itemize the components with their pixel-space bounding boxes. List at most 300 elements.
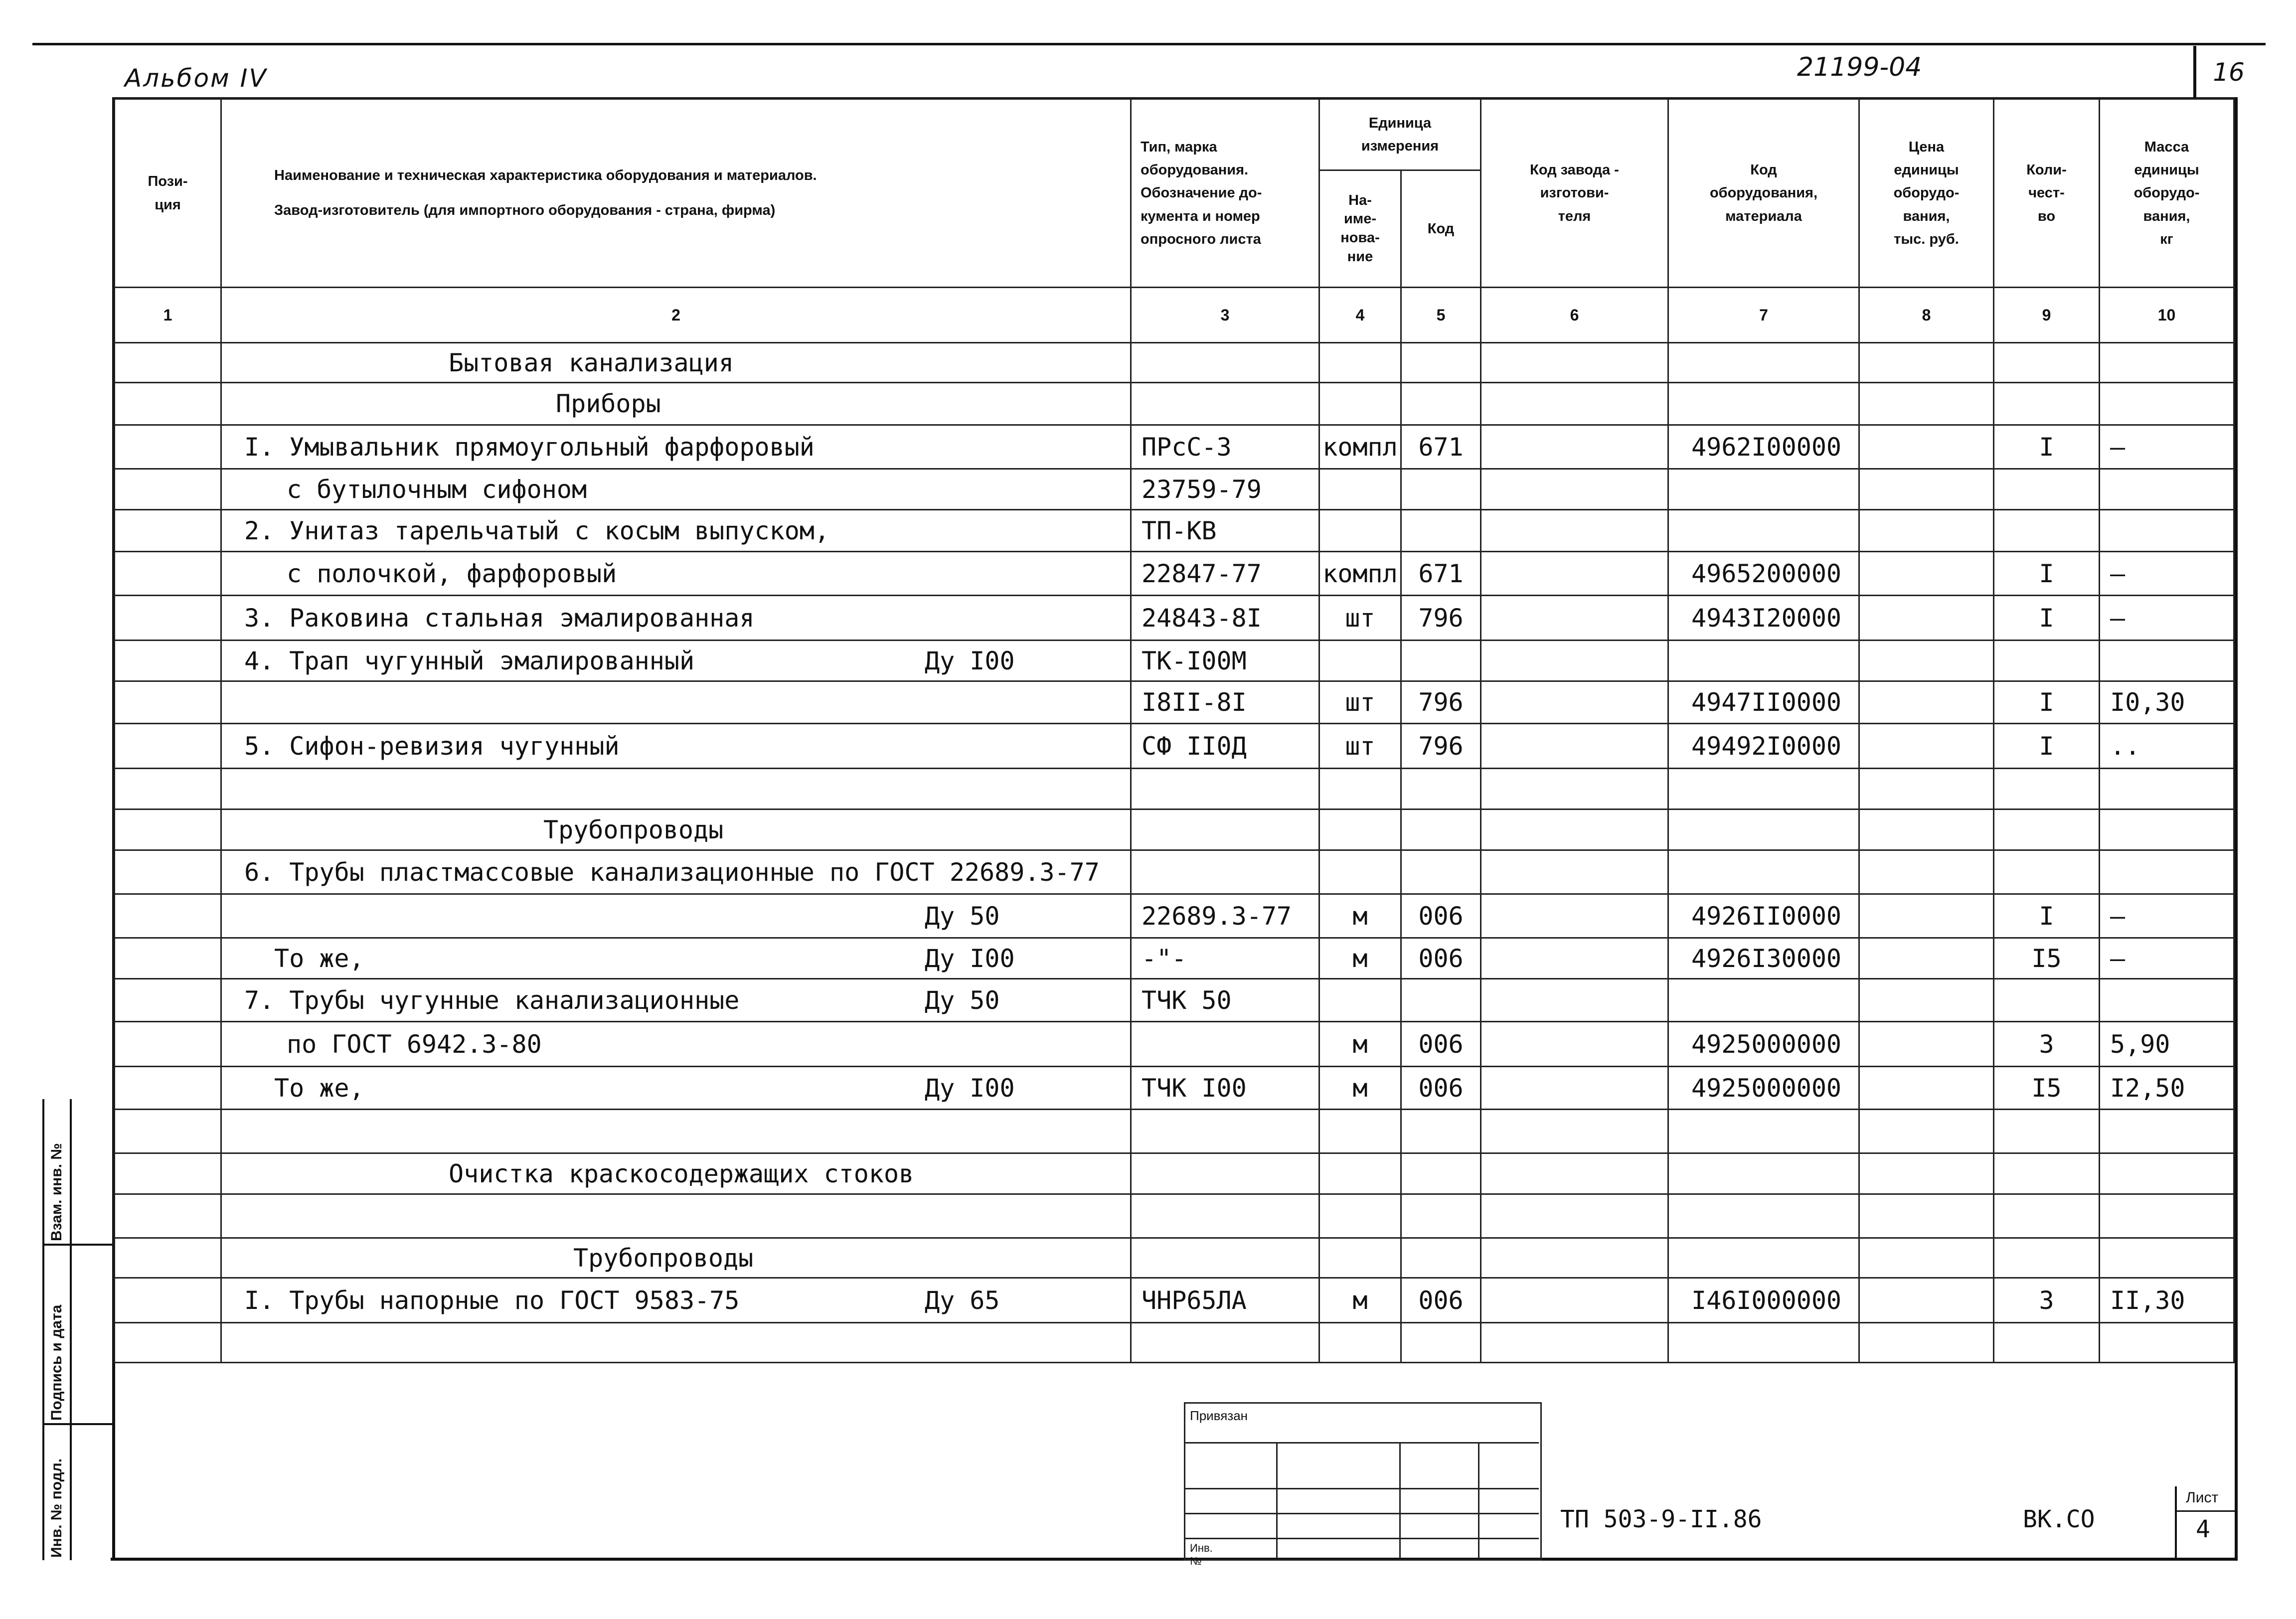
cell-factory-code [1481, 1323, 1668, 1363]
cell-position [115, 343, 221, 383]
cell-name [221, 1153, 1131, 1194]
cell-mass [2100, 810, 2234, 850]
cell-unit-code: 006 [1401, 1067, 1481, 1110]
cell-price [1859, 469, 1994, 510]
row-nominal-diameter: Ду 65 [925, 1286, 1000, 1315]
cell-position [115, 1067, 221, 1110]
cell-equipment-code: 4962I00000 [1668, 425, 1859, 469]
cell-name [221, 769, 1131, 810]
cell-unit-code [1401, 1110, 1481, 1153]
cell-factory-code [1481, 641, 1668, 681]
cell-factory-code [1481, 1110, 1668, 1153]
cell-mass: .. [2100, 724, 2234, 769]
cell-position [115, 596, 221, 641]
col-number: 6 [1481, 288, 1668, 343]
cell-factory-code [1481, 596, 1668, 641]
cell-position [115, 1278, 221, 1323]
cell-factory-code [1481, 1022, 1668, 1067]
cell-quantity: I [1994, 425, 2100, 469]
table-row [115, 552, 2234, 596]
cell-position [115, 1153, 221, 1194]
cell-price [1859, 1238, 1994, 1278]
cell-equipment-code: 4926I30000 [1668, 938, 1859, 979]
cell-equipment-code [1668, 1110, 1859, 1153]
cell-position [115, 1022, 221, 1067]
cell-type: I8II-8I [1131, 681, 1319, 724]
cell-type [1131, 810, 1319, 850]
row-name-text: Бытовая канализация [449, 348, 734, 377]
row-name-text: То же, [274, 1073, 364, 1103]
cell-mass: – [2100, 596, 2234, 641]
stamp-line [1478, 1442, 1479, 1558]
cell-quantity [1994, 1194, 2100, 1238]
table-row [115, 681, 2234, 724]
cell-quantity [1994, 1110, 2100, 1153]
cell-name [221, 552, 1131, 596]
cell-factory-code [1481, 510, 1668, 552]
cell-unit-code: 006 [1401, 894, 1481, 938]
col-header-unit-name: На- име- нова- ние [1319, 170, 1401, 288]
cell-factory-code [1481, 681, 1668, 724]
cell-price [1859, 1323, 1994, 1363]
cell-mass: – [2100, 425, 2234, 469]
col-number: 5 [1401, 288, 1481, 343]
cell-price [1859, 425, 1994, 469]
stamp-line [1184, 1442, 1539, 1444]
cell-equipment-code [1668, 1153, 1859, 1194]
col-number: 1 [115, 288, 221, 343]
cell-factory-code [1481, 979, 1668, 1022]
side-strip [42, 1099, 112, 1560]
cell-unit: компл [1319, 425, 1401, 469]
row-nominal-diameter: Ду I00 [925, 944, 1015, 973]
col-header-unit-group: Единица измерения [1319, 99, 1481, 170]
cell-type [1131, 1194, 1319, 1238]
cell-name [221, 1110, 1131, 1153]
cell-unit [1319, 510, 1401, 552]
cell-price [1859, 1067, 1994, 1110]
cell-mass: I2,50 [2100, 1067, 2234, 1110]
cell-unit-code: 006 [1401, 938, 1481, 979]
sheet-box-divider [2175, 1510, 2235, 1512]
stamp-line [1399, 1442, 1401, 1558]
table-row [115, 769, 2234, 810]
cell-unit: м [1319, 1278, 1401, 1323]
specification-body [115, 343, 2234, 1363]
cell-unit: м [1319, 894, 1401, 938]
sheet-label: Лист [2186, 1489, 2219, 1506]
cell-position [115, 1323, 221, 1363]
cell-name [221, 681, 1131, 724]
cell-position [115, 552, 221, 596]
cell-equipment-code: 4965200000 [1668, 552, 1859, 596]
row-name-text: То же, [274, 944, 364, 973]
cell-mass [2100, 343, 2234, 383]
cell-mass [2100, 383, 2234, 425]
sheet-number: 4 [2196, 1515, 2210, 1543]
cell-position [115, 938, 221, 979]
cell-unit: шт [1319, 681, 1401, 724]
cell-unit-code [1401, 641, 1481, 681]
col-number: 4 [1319, 288, 1401, 343]
cell-equipment-code [1668, 510, 1859, 552]
col-header-name: Наименование и техническая характеристика оборудования и материалов. Завод-изготовитель (для импортного оборудования - страна, фирма) [221, 99, 1131, 288]
sheet-top-border [32, 43, 2266, 45]
cell-factory-code [1481, 552, 1668, 596]
cell-factory-code [1481, 938, 1668, 979]
side-replaced-inv: Взам. инв. № [48, 1143, 65, 1241]
cell-price [1859, 1153, 1994, 1194]
cell-equipment-code [1668, 850, 1859, 894]
cell-unit [1319, 1110, 1401, 1153]
stamp-frame [1184, 1402, 1542, 1561]
page-number-text: 16 [2213, 57, 2245, 87]
cell-mass [2100, 769, 2234, 810]
cell-quantity: I5 [1994, 1067, 2100, 1110]
cell-factory-code [1481, 1238, 1668, 1278]
table-row [115, 469, 2234, 510]
row-name-text: с бутылочным сифоном [287, 475, 587, 504]
cell-type: ТК-I00М [1131, 641, 1319, 681]
cell-mass: I0,30 [2100, 681, 2234, 724]
cell-position [115, 979, 221, 1022]
cell-type [1131, 1022, 1319, 1067]
cell-name [221, 1194, 1131, 1238]
cell-unit-code: 006 [1401, 1278, 1481, 1323]
cell-factory-code [1481, 1194, 1668, 1238]
cell-price [1859, 510, 1994, 552]
cell-unit-code: 006 [1401, 1022, 1481, 1067]
row-name-text: I. Умывальник прямоугольный фарфоровый [244, 432, 815, 462]
cell-type [1131, 343, 1319, 383]
cell-quantity [1994, 769, 2100, 810]
cell-mass: II,30 [2100, 1278, 2234, 1323]
col-number: 7 [1668, 288, 1859, 343]
cell-price [1859, 1194, 1994, 1238]
cell-price [1859, 938, 1994, 979]
cell-mass: 5,90 [2100, 1022, 2234, 1067]
cell-name [221, 641, 1131, 681]
table-row [115, 938, 2234, 979]
cell-factory-code [1481, 894, 1668, 938]
cell-factory-code [1481, 1278, 1668, 1323]
cell-quantity [1994, 1323, 2100, 1363]
col-header-factory-code: Код завода - изготови- теля [1481, 99, 1668, 288]
cell-price [1859, 641, 1994, 681]
table-row [115, 979, 2234, 1022]
cell-price [1859, 724, 1994, 769]
cell-mass: – [2100, 894, 2234, 938]
cell-type: ЧНР65ЛА [1131, 1278, 1319, 1323]
table-row [115, 850, 2234, 894]
table-row [115, 894, 2234, 938]
cell-unit [1319, 979, 1401, 1022]
cell-name [221, 425, 1131, 469]
cell-quantity: I [1994, 894, 2100, 938]
cell-type: СФ II0Д [1131, 724, 1319, 769]
table-row [115, 641, 2234, 681]
cell-equipment-code: 4925000000 [1668, 1022, 1859, 1067]
table-row [115, 1153, 2234, 1194]
col-number: 10 [2100, 288, 2234, 343]
cell-unit [1319, 641, 1401, 681]
cell-unit-code: 796 [1401, 724, 1481, 769]
row-name-text: 7. Трубы чугунные канализационные [244, 985, 740, 1015]
cell-mass [2100, 1110, 2234, 1153]
cell-position [115, 681, 221, 724]
side-line [42, 1423, 112, 1425]
cell-unit-code: 671 [1401, 552, 1481, 596]
cell-equipment-code [1668, 1323, 1859, 1363]
cell-equipment-code [1668, 383, 1859, 425]
cell-price [1859, 979, 1994, 1022]
cell-equipment-code: I46I000000 [1668, 1278, 1859, 1323]
col-header-position: Пози- ция [115, 99, 221, 288]
cell-mass: – [2100, 552, 2234, 596]
specification-table [114, 98, 2235, 1363]
cell-name [221, 1323, 1131, 1363]
cell-price [1859, 383, 1994, 425]
row-name-text: с полочкой, фарфоровый [287, 559, 617, 588]
cell-unit: компл [1319, 552, 1401, 596]
cell-equipment-code [1668, 641, 1859, 681]
cell-position [115, 641, 221, 681]
side-line [42, 1099, 44, 1560]
table-row [115, 810, 2234, 850]
cell-factory-code [1481, 425, 1668, 469]
cell-unit-code [1401, 1194, 1481, 1238]
cell-equipment-code [1668, 769, 1859, 810]
cell-equipment-code: 4925000000 [1668, 1067, 1859, 1110]
cell-name [221, 979, 1131, 1022]
table-row [115, 1238, 2234, 1278]
cell-factory-code [1481, 1067, 1668, 1110]
cell-mass [2100, 979, 2234, 1022]
cell-mass: – [2100, 938, 2234, 979]
table-row [115, 1194, 2234, 1238]
row-nominal-diameter: Ду 50 [925, 985, 1000, 1015]
cell-quantity: I [1994, 596, 2100, 641]
cell-type: 23759-79 [1131, 469, 1319, 510]
cell-type [1131, 383, 1319, 425]
row-name-text: Трубопроводы [543, 815, 724, 844]
cell-unit [1319, 343, 1401, 383]
row-name-text: Трубопроводы [573, 1243, 754, 1273]
table-row [115, 1110, 2234, 1153]
cell-factory-code [1481, 769, 1668, 810]
cell-name [221, 383, 1131, 425]
row-name-text: 5. Сифон-ревизия чугунный [244, 731, 620, 761]
cell-type [1131, 1323, 1319, 1363]
row-nominal-diameter: Ду 50 [925, 901, 1000, 931]
cell-unit-code [1401, 343, 1481, 383]
album-label: Альбом IV [125, 64, 268, 93]
cell-price [1859, 894, 1994, 938]
cell-price [1859, 343, 1994, 383]
cell-quantity [1994, 510, 2100, 552]
cell-factory-code [1481, 810, 1668, 850]
side-line [42, 1244, 112, 1246]
cell-type [1131, 1110, 1319, 1153]
row-name-text: Приборы [556, 389, 661, 418]
frame-right [2235, 97, 2238, 1560]
row-name-text: 6. Трубы пластмассовые канализационные по ГОСТ 22689.3-77 [244, 857, 1100, 887]
col-header-price: Цена единицы оборудо- вания, тыс. руб. [1859, 99, 1994, 288]
cell-unit-code: 796 [1401, 596, 1481, 641]
cell-position [115, 769, 221, 810]
cell-name [221, 1278, 1131, 1323]
cell-position [115, 1194, 221, 1238]
cell-equipment-code: 4926II0000 [1668, 894, 1859, 938]
table-row [115, 1323, 2234, 1363]
cell-quantity [1994, 343, 2100, 383]
cell-name [221, 894, 1131, 938]
cell-factory-code [1481, 469, 1668, 510]
cell-mass [2100, 510, 2234, 552]
cell-mass [2100, 1153, 2234, 1194]
col-header-unit-code: Код [1401, 170, 1481, 288]
cell-type: 22689.3-77 [1131, 894, 1319, 938]
cell-quantity: I [1994, 552, 2100, 596]
cell-position [115, 1238, 221, 1278]
table-row [115, 1022, 2234, 1067]
cell-equipment-code [1668, 979, 1859, 1022]
page-number [2193, 46, 2261, 98]
table-row [115, 510, 2234, 552]
cell-position [115, 1110, 221, 1153]
cell-price [1859, 596, 1994, 641]
cell-equipment-code [1668, 1194, 1859, 1238]
col-header-equipment-code: Код оборудования, материала [1668, 99, 1859, 288]
col-number: 3 [1131, 288, 1319, 343]
cell-quantity [1994, 1153, 2100, 1194]
cell-unit [1319, 850, 1401, 894]
row-nominal-diameter: Ду I00 [925, 1073, 1015, 1103]
table-row [115, 383, 2234, 425]
cell-equipment-code: 4947II0000 [1668, 681, 1859, 724]
stamp-line [1184, 1488, 1539, 1489]
cell-quantity [1994, 1238, 2100, 1278]
cell-factory-code [1481, 343, 1668, 383]
row-nominal-diameter: Ду I00 [925, 646, 1015, 675]
cell-factory-code [1481, 1153, 1668, 1194]
cell-equipment-code [1668, 343, 1859, 383]
table-row [115, 343, 2234, 383]
col-header-type: Тип, марка оборудования. Обозначение до- кумента и номер опросного листа [1131, 99, 1319, 288]
cell-price [1859, 552, 1994, 596]
cell-quantity: 3 [1994, 1022, 2100, 1067]
cell-type: ТЧК 50 [1131, 979, 1319, 1022]
table-row [115, 1067, 2234, 1110]
cell-price [1859, 1278, 1994, 1323]
cell-type [1131, 769, 1319, 810]
cell-name [221, 724, 1131, 769]
cell-unit-code [1401, 979, 1481, 1022]
cell-unit-code: 796 [1401, 681, 1481, 724]
table-row [115, 1278, 2234, 1323]
cell-unit: м [1319, 938, 1401, 979]
side-signature-date: Подпись и дата [48, 1304, 65, 1421]
cell-type: 22847-77 [1131, 552, 1319, 596]
cell-quantity [1994, 979, 2100, 1022]
cell-unit [1319, 1153, 1401, 1194]
cell-position [115, 469, 221, 510]
cell-unit-code [1401, 510, 1481, 552]
col-header-quantity: Коли- чест- во [1994, 99, 2100, 288]
cell-unit-code [1401, 769, 1481, 810]
cell-unit [1319, 810, 1401, 850]
cell-quantity [1994, 383, 2100, 425]
cell-quantity: I [1994, 724, 2100, 769]
cell-mass [2100, 850, 2234, 894]
cell-unit-code [1401, 1153, 1481, 1194]
table-row [115, 596, 2234, 641]
cell-mass [2100, 1194, 2234, 1238]
cell-unit: м [1319, 1067, 1401, 1110]
cell-quantity: 3 [1994, 1278, 2100, 1323]
cell-mass [2100, 1238, 2234, 1278]
stamp-privyazan: Привязан [1190, 1408, 1248, 1423]
cell-position [115, 894, 221, 938]
cell-unit-code [1401, 1238, 1481, 1278]
cell-unit-code: 671 [1401, 425, 1481, 469]
cell-name [221, 343, 1131, 383]
cell-unit: шт [1319, 724, 1401, 769]
cell-type: ПРсС-3 [1131, 425, 1319, 469]
row-name-text: 4. Трап чугунный эмалированный [244, 646, 695, 675]
cell-equipment-code: 49492I0000 [1668, 724, 1859, 769]
cell-unit-code [1401, 810, 1481, 850]
frame-bottom [111, 1558, 2238, 1561]
row-name-text: 2. Унитаз тарельчатый с косым выпуском, [244, 516, 829, 545]
row-name-text: 3. Раковина стальная эмалированная [244, 603, 755, 633]
cell-quantity [1994, 469, 2100, 510]
cell-name [221, 1238, 1131, 1278]
col-number: 8 [1859, 288, 1994, 343]
cell-price [1859, 810, 1994, 850]
cell-unit [1319, 1238, 1401, 1278]
cell-factory-code [1481, 850, 1668, 894]
cell-unit: шт [1319, 596, 1401, 641]
cell-name [221, 810, 1131, 850]
cell-name [221, 596, 1131, 641]
cell-position [115, 724, 221, 769]
stamp-line [1184, 1538, 1539, 1539]
side-line [70, 1099, 72, 1560]
cell-position [115, 425, 221, 469]
document-number: 21199-04 [1797, 52, 1922, 82]
cell-equipment-code [1668, 469, 1859, 510]
cell-mass [2100, 1323, 2234, 1363]
cell-name [221, 510, 1131, 552]
cell-equipment-code [1668, 1238, 1859, 1278]
cell-name [221, 1067, 1131, 1110]
cell-quantity: I [1994, 681, 2100, 724]
cell-position [115, 383, 221, 425]
cell-factory-code [1481, 724, 1668, 769]
col-header-mass: Масса единицы оборудо- вания, кг [2100, 99, 2234, 288]
cell-name [221, 850, 1131, 894]
table-row [115, 724, 2234, 769]
cell-mass [2100, 469, 2234, 510]
cell-price [1859, 1110, 1994, 1153]
stamp-line [1184, 1513, 1539, 1514]
cell-type: 24843-8I [1131, 596, 1319, 641]
cell-unit: м [1319, 1022, 1401, 1067]
cell-quantity [1994, 641, 2100, 681]
cell-mass [2100, 641, 2234, 681]
cell-unit-code [1401, 850, 1481, 894]
